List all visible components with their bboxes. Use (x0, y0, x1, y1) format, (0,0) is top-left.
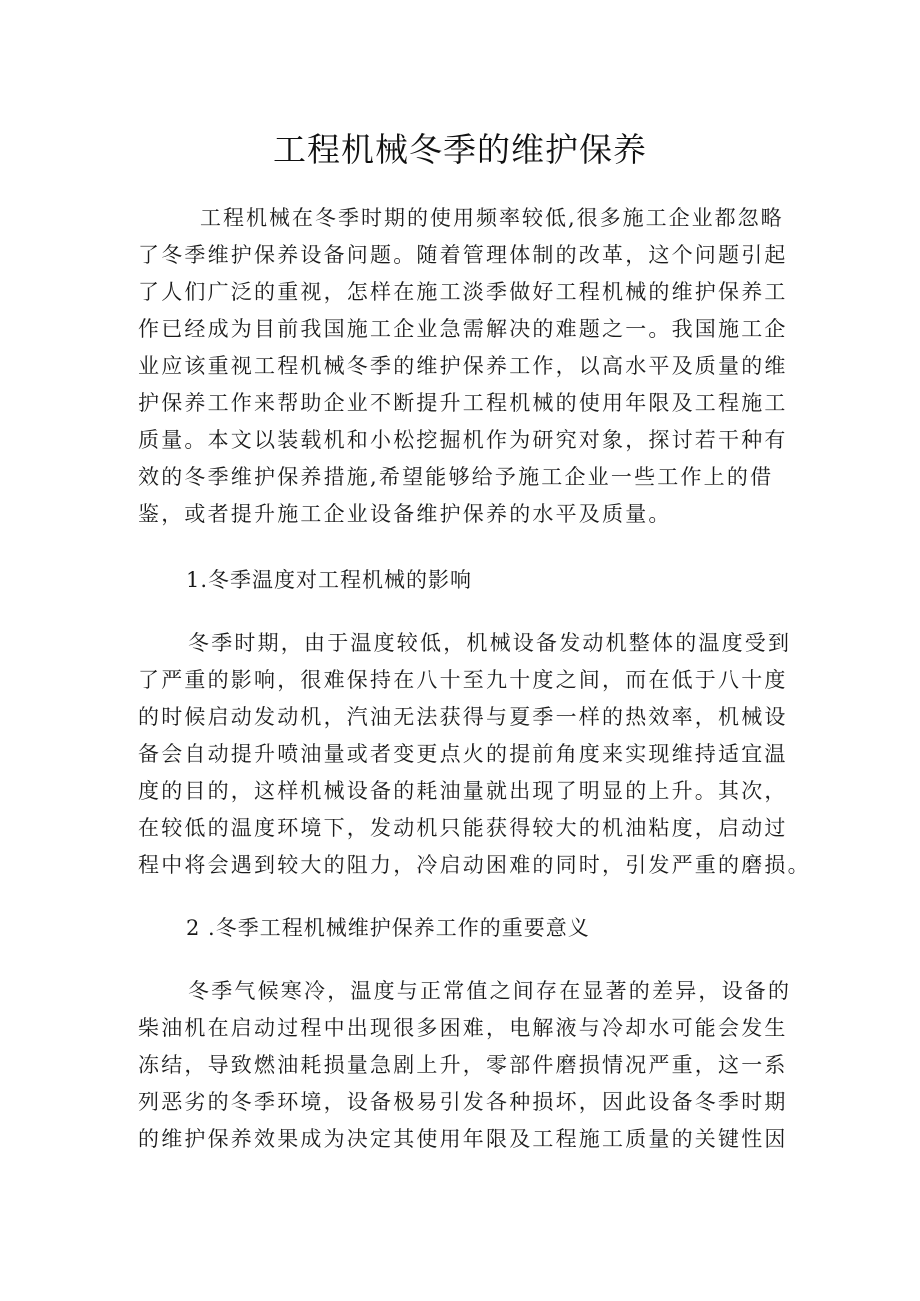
intro-line: 业应该重视工程机械冬季的维护保养工作，以高水平及质量的维 (138, 354, 788, 378)
section1-line: 在较低的温度环境下，发动机只能获得较大的机油粘度，启动过 (138, 816, 788, 840)
intro-line: 作已经成为目前我国施工企业急需解决的难题之一。我国施工企 (138, 317, 788, 341)
page-title: 工程机械冬季的维护保养 (273, 130, 647, 169)
section-heading: 1.冬季温度对工程机械的影响 (186, 568, 473, 592)
section2-line: 冬季气候寒冷，温度与正常值之间存在显著的差异，设备的 (188, 979, 792, 1003)
intro-line: 质量。本文以装载机和小松挖掘机作为研究对象，探讨若干种有 (138, 428, 788, 452)
section2-line: 柴油机在启动过程中出现很多困难，电解液与冷却水可能会发生 (138, 1016, 788, 1040)
section1-line: 程中将会遇到较大的阻力，冷启动困难的同时，引发严重的磨损。 (138, 853, 811, 877)
section1-line: 了严重的影响，很难保持在八十至九十度之间，而在低于八十度 (138, 668, 788, 692)
intro-line: 效的冬季维护保养措施,希望能够给予施工企业一些工作上的借 (138, 465, 774, 489)
intro-line: 护保养工作来帮助企业不断提升工程机械的使用年限及工程施工 (138, 391, 788, 415)
section-heading: 2 .冬季工程机械维护保养工作的重要意义 (186, 916, 590, 940)
section1-line: 冬季时期，由于温度较低，机械设备发动机整体的温度受到 (188, 631, 792, 655)
section2-line: 的维护保养效果成为决定其使用年限及工程施工质量的关键性因 (138, 1127, 788, 1151)
section1-line: 的时候启动发动机，汽油无法获得与夏季一样的热效率，机械设 (138, 705, 788, 729)
section1-line: 度的目的，这样机械设备的耗油量就出现了明显的上升。其次， (138, 779, 788, 803)
intro-line: 了冬季维护保养设备问题。随着管理体制的改革，这个问题引起 (138, 243, 788, 267)
intro-line: 了人们广泛的重视，怎样在施工淡季做好工程机械的维护保养工 (138, 280, 788, 304)
intro-line: 鉴，或者提升施工企业设备维护保养的水平及质量。 (138, 502, 672, 526)
section2-line: 列恶劣的冬季环境，设备极易引发各种损坏，因此设备冬季时期 (138, 1090, 788, 1114)
section2-line: 冻结，导致燃油耗损量急剧上升，零部件磨损情况严重，这一系 (138, 1053, 788, 1077)
section1-line: 备会自动提升喷油量或者变更点火的提前角度来实现维持适宜温 (138, 742, 788, 766)
intro-line: 工程机械在冬季时期的使用频率较低,很多施工企业都忽略 (200, 206, 784, 230)
